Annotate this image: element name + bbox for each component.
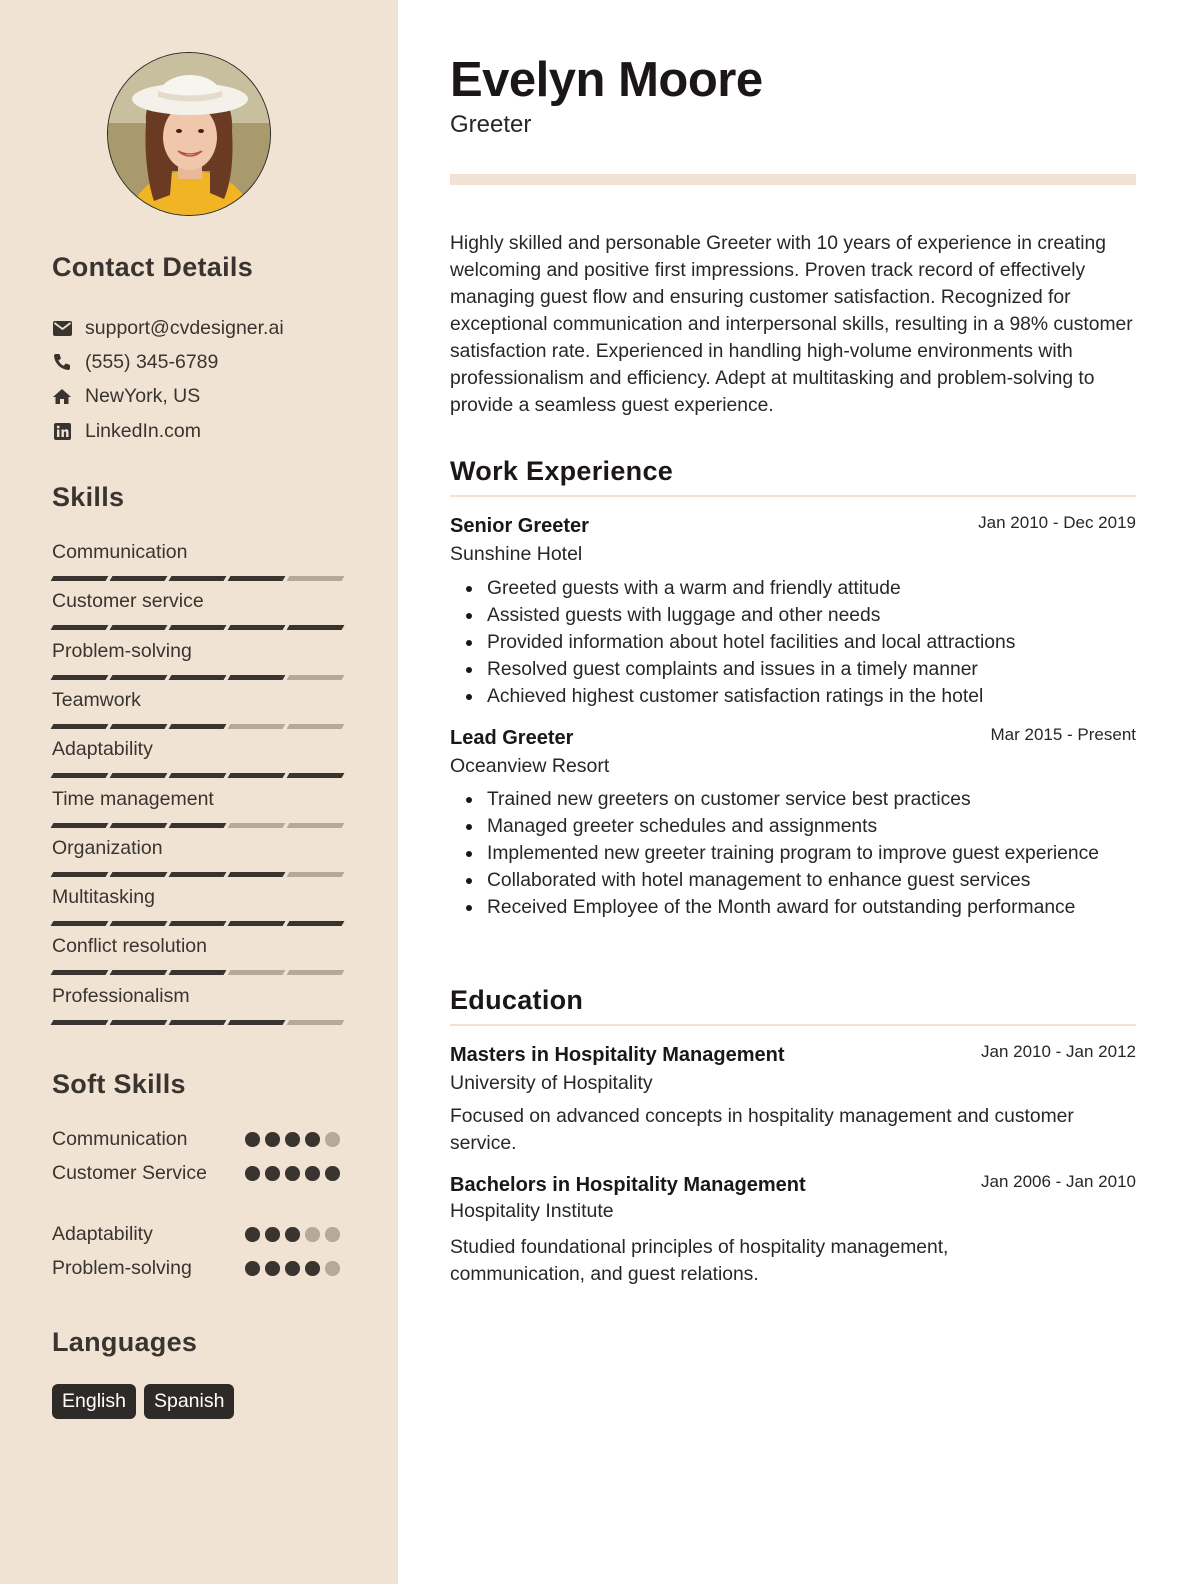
rating-dot xyxy=(285,1132,300,1147)
skill-level-meter xyxy=(52,970,346,975)
degree-2: Bachelors in Hospitality Management xyxy=(450,1174,806,1196)
skill-level-segment xyxy=(287,576,345,581)
rating-dot xyxy=(305,1261,320,1276)
skill-name: Time management xyxy=(52,787,214,810)
skill-level-segment xyxy=(169,823,227,828)
summary-text: Highly skilled and personable Greeter with 10 years of experience in creating welcoming and positive first impressions. Proven track record of effectively managing guest flow and ensuring customer satisfaction. Recognized for exceptional communication and interpersonal skills, resulting in a 98% customer satisfaction rate. Experienced in handling high-volume environments with professionalism and efficiency. Adept at multitasking and problem-solving to provide a seamless guest experience. xyxy=(450,233,1133,416)
rating-dot xyxy=(285,1261,300,1276)
rating-dot xyxy=(325,1261,340,1276)
rating-dot xyxy=(305,1227,320,1242)
skill-level-segment xyxy=(51,1020,109,1025)
rating-dot xyxy=(285,1227,300,1242)
skill-level-segment xyxy=(51,970,109,975)
rating-dot xyxy=(265,1261,280,1276)
skill-level-segment xyxy=(169,576,227,581)
skill-level-segment xyxy=(110,1020,168,1025)
skill-level-segment xyxy=(228,675,286,680)
contact-email-text: support@cvdesigner.ai xyxy=(85,316,284,339)
skill-level-meter xyxy=(52,823,346,828)
contact-email[interactable] xyxy=(52,316,284,340)
skill-level-segment xyxy=(110,675,168,680)
list-item: Collaborated with hotel management to enhance guest services xyxy=(450,867,1105,894)
skill-level-meter xyxy=(52,576,346,581)
skill-level-segment xyxy=(228,872,286,877)
degree-1: Masters in Hospitality Management xyxy=(450,1044,785,1066)
skill-item xyxy=(52,836,346,877)
job-title-2: Lead Greeter xyxy=(450,727,574,749)
skill-level-segment xyxy=(287,872,345,877)
languages-list xyxy=(52,1384,234,1419)
skill-level-segment xyxy=(51,724,109,729)
school-2: Hospitality Institute xyxy=(450,1200,614,1222)
skill-item xyxy=(52,885,346,926)
main-content xyxy=(398,0,1200,1584)
skill-level-segment xyxy=(110,970,168,975)
skill-level-segment xyxy=(51,773,109,778)
section-divider xyxy=(450,1024,1136,1026)
skill-level-segment xyxy=(169,675,227,680)
soft-skill-rating xyxy=(245,1166,340,1181)
skill-level-meter xyxy=(52,921,346,926)
skill-level-segment xyxy=(110,872,168,877)
skill-level-segment xyxy=(169,773,227,778)
job-dates-2: Mar 2015 - Present xyxy=(990,725,1136,744)
job-company-1: Sunshine Hotel xyxy=(450,543,583,565)
language-chip: English xyxy=(52,1384,136,1419)
skill-level-segment xyxy=(228,724,286,729)
rating-dot xyxy=(245,1166,260,1181)
skill-level-segment xyxy=(51,625,109,630)
education-heading: Education xyxy=(450,985,584,1015)
rating-dot xyxy=(245,1261,260,1276)
skill-name: Professionalism xyxy=(52,984,190,1007)
skill-level-segment xyxy=(169,625,227,630)
languages-heading: Languages xyxy=(52,1327,198,1357)
phone-icon xyxy=(52,352,72,372)
rating-dot xyxy=(245,1227,260,1242)
rating-dot xyxy=(305,1166,320,1181)
skill-level-segment xyxy=(287,1020,345,1025)
linkedin-icon xyxy=(52,421,72,441)
skill-level-segment xyxy=(228,921,286,926)
skill-level-meter xyxy=(52,773,346,778)
job-title: Greeter xyxy=(450,111,532,138)
avatar xyxy=(107,52,271,216)
skill-level-segment xyxy=(228,1020,286,1025)
skill-level-segment xyxy=(110,921,168,926)
skill-level-segment xyxy=(287,625,345,630)
soft-skill-item xyxy=(52,1126,346,1152)
skill-level-meter xyxy=(52,724,346,729)
rating-dot xyxy=(285,1166,300,1181)
list-item: Implemented new greeter training program to improve guest experience xyxy=(450,840,1105,867)
skill-name: Organization xyxy=(52,836,163,859)
rating-dot xyxy=(265,1166,280,1181)
soft-skill-item xyxy=(52,1160,346,1186)
soft-skill-rating xyxy=(245,1132,340,1147)
list-item: Provided information about hotel facilities and local attractions xyxy=(450,629,1140,656)
skill-level-segment xyxy=(287,921,345,926)
skill-level-meter xyxy=(52,1020,346,1025)
job-dates-1: Jan 2010 - Dec 2019 xyxy=(978,513,1136,532)
rating-dot xyxy=(325,1227,340,1242)
skill-item xyxy=(52,589,346,630)
skill-level-segment xyxy=(287,724,345,729)
skill-level-segment xyxy=(51,823,109,828)
rating-dot xyxy=(305,1132,320,1147)
job-company-2: Oceanview Resort xyxy=(450,755,610,777)
skill-level-segment xyxy=(228,823,286,828)
candidate-name: Evelyn Moore xyxy=(450,53,763,107)
list-item: Assisted guests with luggage and other needs xyxy=(450,602,1140,629)
skill-item xyxy=(52,984,346,1025)
degree-dates-1: Jan 2010 - Jan 2012 xyxy=(980,1042,1136,1061)
skill-level-segment xyxy=(110,724,168,729)
skill-level-segment xyxy=(169,921,227,926)
skill-level-segment xyxy=(228,970,286,975)
skill-level-segment xyxy=(287,970,345,975)
skill-level-segment xyxy=(287,675,345,680)
sidebar xyxy=(0,0,398,1584)
skill-level-segment xyxy=(110,823,168,828)
skill-item xyxy=(52,688,346,729)
rating-dot xyxy=(265,1132,280,1147)
contact-heading: Contact Details xyxy=(52,252,254,282)
job-title-1: Senior Greeter xyxy=(450,515,589,537)
skill-level-segment xyxy=(287,823,345,828)
contact-location xyxy=(52,384,200,408)
soft-skill-item xyxy=(52,1221,346,1247)
skill-level-segment xyxy=(110,576,168,581)
rating-dot xyxy=(265,1227,280,1242)
envelope-icon xyxy=(52,318,72,338)
job-bullets-1 xyxy=(450,575,1140,710)
skill-level-segment xyxy=(228,625,286,630)
skill-name: Multitasking xyxy=(52,886,155,909)
soft-skill-name: Problem-solving xyxy=(52,1257,192,1279)
profile-photo xyxy=(108,53,271,216)
soft-skill-item xyxy=(52,1255,346,1281)
skill-level-segment xyxy=(169,1020,227,1025)
experience-heading: Work Experience xyxy=(450,456,674,486)
soft-skill-rating xyxy=(245,1261,340,1276)
contact-phone-text: (555) 345-6789 xyxy=(85,350,219,373)
rating-dot xyxy=(245,1132,260,1147)
skill-level-meter xyxy=(52,625,346,630)
skill-level-segment xyxy=(51,921,109,926)
soft-skill-name: Adaptability xyxy=(52,1223,153,1245)
skill-level-segment xyxy=(287,773,345,778)
job-bullets-2 xyxy=(450,786,1105,921)
language-chip: Spanish xyxy=(144,1384,234,1419)
skill-level-segment xyxy=(51,576,109,581)
list-item: Trained new greeters on customer service best practices xyxy=(450,786,1105,813)
soft-skill-name: Communication xyxy=(52,1128,188,1150)
skill-level-meter xyxy=(52,872,346,877)
skill-level-segment xyxy=(110,773,168,778)
skill-name: Communication xyxy=(52,541,188,563)
contact-linkedin-text: LinkedIn.com xyxy=(85,419,201,442)
contact-phone[interactable] xyxy=(52,350,218,374)
school-1: University of Hospitality xyxy=(450,1072,653,1094)
contact-location-text: NewYork, US xyxy=(85,384,201,407)
skill-item xyxy=(52,737,346,778)
section-divider xyxy=(450,495,1136,497)
skill-name: Customer service xyxy=(52,590,204,613)
skill-item xyxy=(52,787,346,828)
skill-level-segment xyxy=(169,970,227,975)
skill-level-segment xyxy=(228,576,286,581)
degree-description-2: Studied foundational principles of hospitality management, communication, and guest relations. xyxy=(450,1237,949,1285)
soft-skill-rating xyxy=(245,1227,340,1242)
list-item: Greeted guests with a warm and friendly attitude xyxy=(450,575,1140,602)
skill-name: Adaptability xyxy=(52,738,153,761)
degree-description-1: Focused on advanced concepts in hospitality management and customer service. xyxy=(450,1106,1074,1154)
skill-item xyxy=(52,540,346,581)
skill-item xyxy=(52,639,346,680)
skill-level-segment xyxy=(169,872,227,877)
contact-linkedin[interactable] xyxy=(52,419,201,443)
list-item: Achieved highest customer satisfaction ratings in the hotel xyxy=(450,683,1140,710)
skills-heading: Skills xyxy=(52,482,125,512)
rating-dot xyxy=(325,1132,340,1147)
skill-level-segment xyxy=(51,675,109,680)
list-item: Received Employee of the Month award for outstanding performance xyxy=(450,894,1105,921)
skill-level-segment xyxy=(169,724,227,729)
skill-level-meter xyxy=(52,675,346,680)
degree-dates-2: Jan 2006 - Jan 2010 xyxy=(980,1172,1136,1191)
skill-name: Conflict resolution xyxy=(52,935,207,958)
rating-dot xyxy=(325,1166,340,1181)
skill-level-segment xyxy=(228,773,286,778)
header-divider xyxy=(450,174,1136,185)
list-item: Managed greeter schedules and assignments xyxy=(450,813,1105,840)
list-item: Resolved guest complaints and issues in a timely manner xyxy=(450,656,1140,683)
skill-name: Problem-solving xyxy=(52,639,192,662)
skill-name: Teamwork xyxy=(52,688,141,711)
skill-item xyxy=(52,934,346,975)
soft-skill-name: Customer Service xyxy=(52,1162,207,1184)
skill-level-segment xyxy=(110,625,168,630)
home-icon xyxy=(52,386,72,406)
skill-level-segment xyxy=(51,872,109,877)
soft-skills-heading: Soft Skills xyxy=(52,1069,186,1099)
